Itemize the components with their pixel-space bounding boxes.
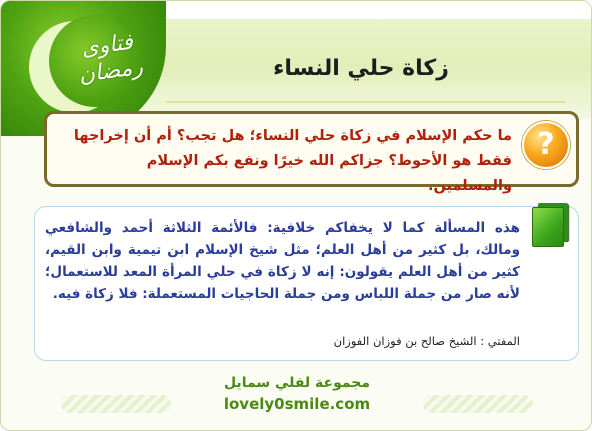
- footer-group-name: مجموعة لفلي سمايل: [223, 375, 371, 391]
- divider: [166, 101, 566, 103]
- page-title: زكاة حلي النساء: [273, 56, 449, 81]
- title-area: [211, 56, 511, 90]
- mufti-credit: المفتي : الشيخ صالح بن فوزان الفوزان: [333, 334, 520, 348]
- footer: [1, 369, 592, 431]
- footer-site-url[interactable]: lovely0smile.com: [223, 395, 371, 413]
- answer-box: [34, 206, 579, 361]
- question-mark-icon: [522, 121, 570, 169]
- book-front-cover: [532, 207, 564, 247]
- answer-text: هذه المسألة كما لا يخفاكم خلافية: فالأئمة الثلاثة أحمد والشافعي ومالك، بل كثير من أهل العلم؛ مثل شيخ الإسلام ابن تيمية وابن القيم، كثير من أهل العلم يقولون: إنه لا زكاة في حلي المرأة المعد للاستعمال؛ لأنه صار من جملة اللباس ومن جملة الحاجيات المستعملة: فلا زكاة فيه.: [45, 220, 520, 302]
- question-text: ما حكم الإسلام في زكاة حلي النساء؛ هل تجب؟ أم أن إخراجها فقط هو الأحوط؟ جزاكم الله خيرًا ونفع بكم الإسلام والمسلمين.: [73, 128, 512, 194]
- logo-text: فتاوى رمضان: [77, 29, 145, 89]
- question-box: [44, 111, 579, 194]
- green-book-icon: [530, 201, 572, 247]
- question-mark-glyph: ?: [537, 127, 555, 162]
